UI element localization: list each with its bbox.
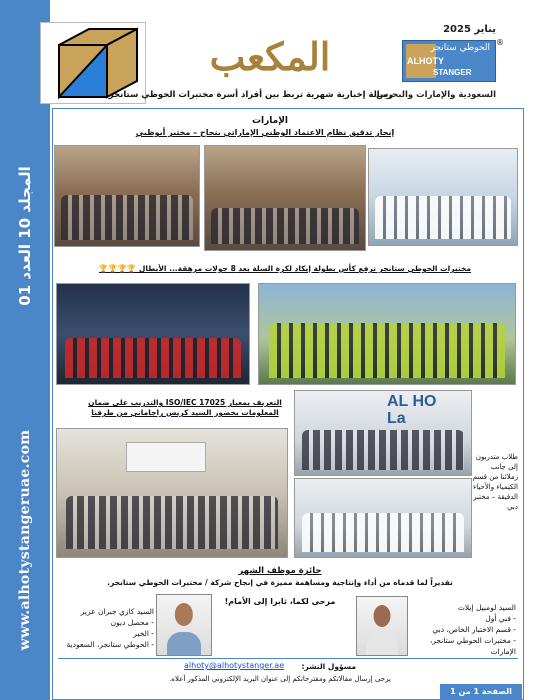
photo-training-room	[56, 428, 288, 558]
iso-training-headline: التعريف بمعيار ISO/IEC 17025 والتدريب على ضمان المعلومات بحضور السيد كريس راجاماني من طرفنا	[88, 398, 282, 417]
registered-mark: ®	[496, 38, 504, 47]
newsletter-title: المكعب	[209, 34, 331, 79]
footer-email-link[interactable]: alhoty@alhotystanger.ae	[184, 661, 285, 670]
logo-line2: STANGER	[433, 68, 472, 77]
photo-team-trophy	[258, 283, 516, 385]
page-number: الصفحة 1 من 1	[450, 687, 512, 696]
photo-lab-team	[294, 478, 472, 558]
photo-team-huddle	[56, 283, 250, 385]
website-link[interactable]: www.alhotystangeruae.com	[17, 429, 33, 651]
logo-arabic: الحوطي ستانجر	[430, 43, 490, 53]
portrait-right-employee	[356, 596, 408, 656]
region-label: السعودية والإمارات والبحرين	[376, 90, 496, 100]
left-employee-caption: السيد كازي جبران عزيز - محصل ديون - الخبر - الحوطي ستانجر، السعودية	[66, 607, 154, 649]
newsletter-subtitle: رسالة إخبارية شهرية تربط بين أفراد أسرة مختبرات الحوطي ستانجر	[108, 90, 394, 100]
logo-line1: ALHOTY	[407, 56, 444, 66]
uae-accreditation-headline: إنجاز تدقيق نظام الاعتماد الوطني الإماراتي بنجاح – مختبر أبوظبي	[135, 128, 395, 137]
photo-team-lobby	[204, 145, 366, 251]
right-employee-caption: السيد لومبيل إيلات - فني أول - قسم الاختبار الخاص، دبي - مختبرات الحوطي ستانجر، الإمارات	[429, 603, 516, 656]
page-number-badge	[440, 684, 522, 699]
lab-sign-text: AL HO La	[387, 393, 437, 427]
portrait-left-employee	[156, 594, 212, 656]
volume-label: المجلد 10 العدد 01	[16, 166, 34, 306]
footer-divider	[58, 658, 518, 659]
award-text: تقديراً لما قدماه من أداء وإنتاجية ومساهمة مميزة في إنجاح شركة / مختبرات الحوطي ستانجر.	[107, 578, 453, 587]
photo-lab-students	[294, 390, 472, 476]
editor-label: مسؤول النشر:	[301, 662, 356, 671]
students-caption: طلاب متدربون إلى جانب زملائنا من قسم الكيمياء والأحياء الدقيقة – مختبر دبي	[472, 453, 518, 511]
award-title: جائزة موظف الشهر	[238, 566, 322, 576]
footer-note: يرجى إرسال مقالاتكم ومقترحاتكم إلى عنوان البريد الإلكتروني المذكور أعلاه.	[169, 675, 391, 683]
issue-date: يناير 2025	[443, 24, 496, 35]
photo-lab-coats	[368, 148, 518, 246]
photo-team-hall	[54, 145, 200, 247]
section-label-uae: الإمارات	[251, 116, 289, 126]
alhoty-stanger-logo	[402, 40, 496, 82]
basketball-headline: مختبرات الحوطي ستانجر ترفع كأس بطولة إيكاد لكرة السلة بعد 8 جولات مرهقة... الأبطال 🏆🏆🏆🏆	[98, 264, 472, 273]
award-welcome: مرحى لكما، ثابرا إلى الأمام!	[224, 597, 336, 606]
